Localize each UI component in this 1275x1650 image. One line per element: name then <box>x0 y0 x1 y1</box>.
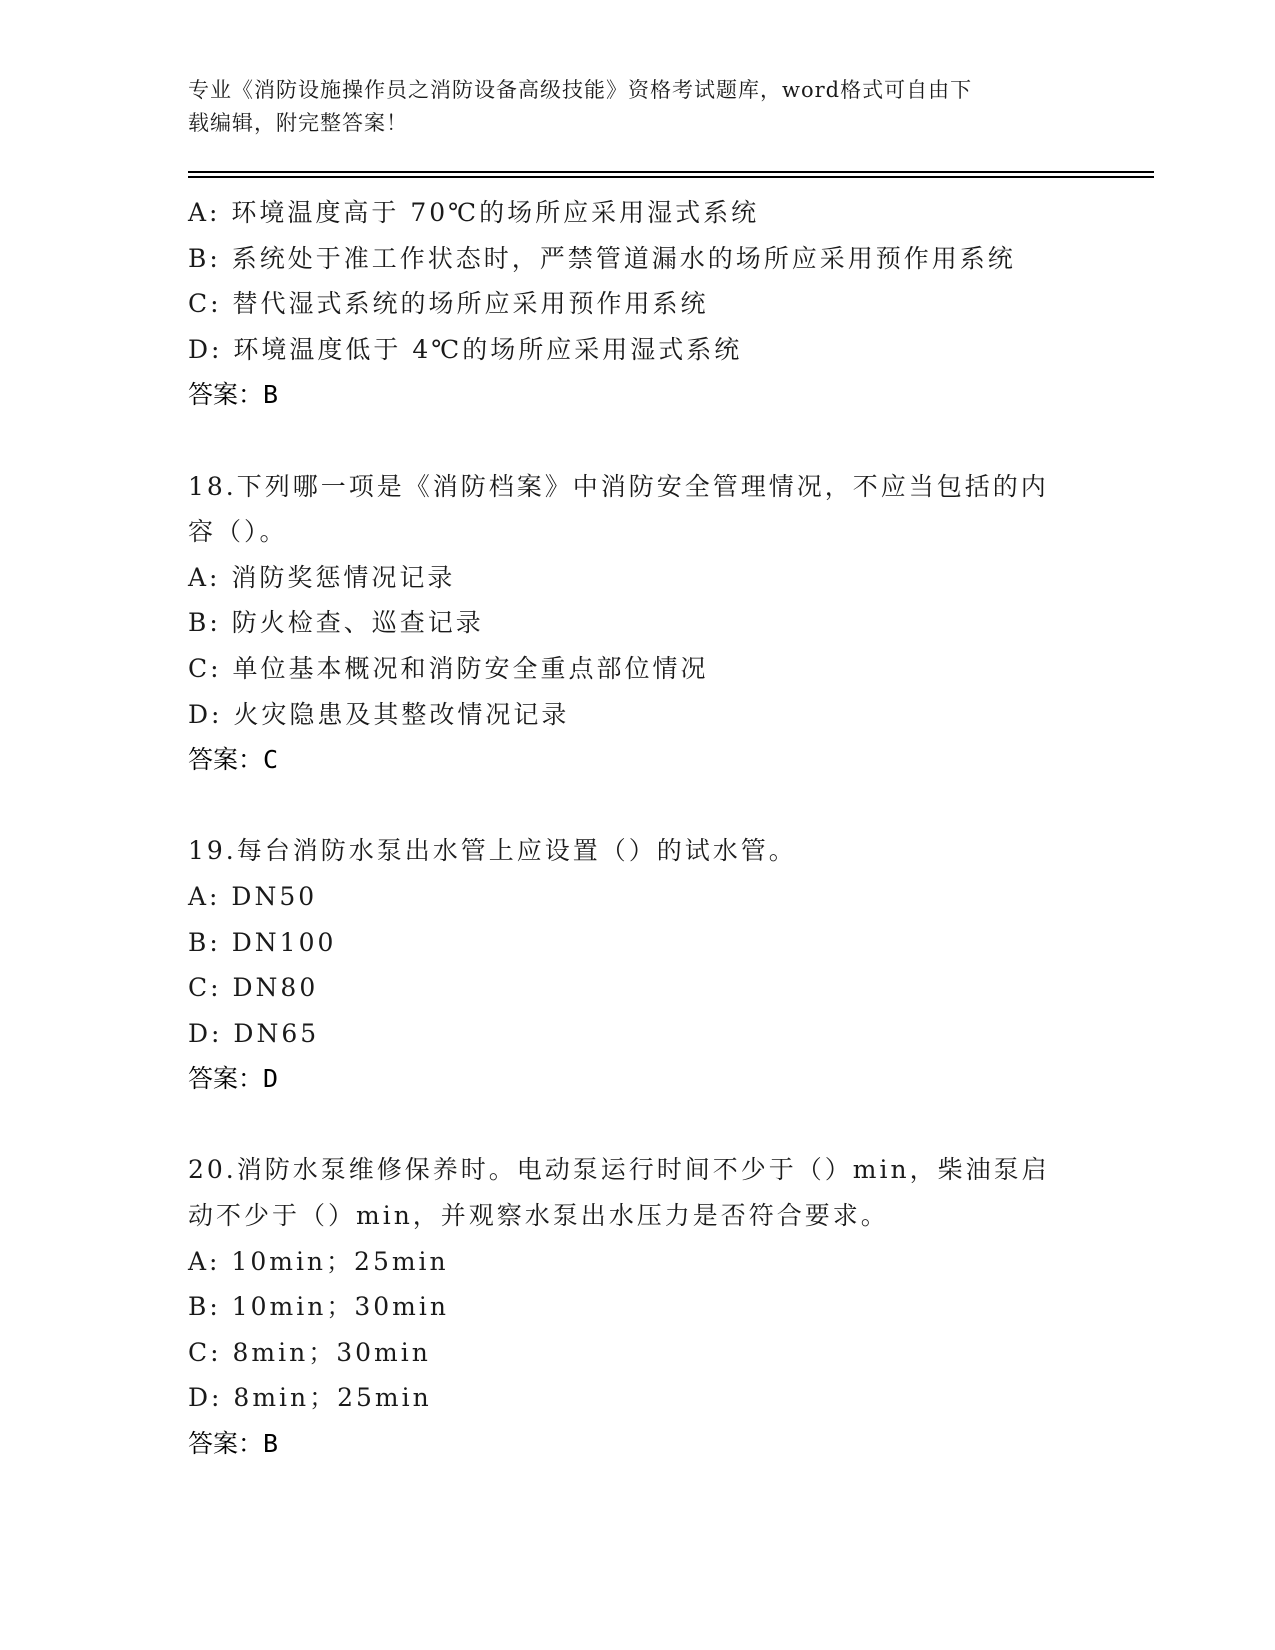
option-d: D: 环境温度低于 4℃的场所应采用湿式系统 <box>188 334 743 364</box>
option-c: C: 替代湿式系统的场所应采用预作用系统 <box>188 289 709 319</box>
question-stem-line-1: 20.消防水泵维修保养时。电动泵运行时间不少于（）min，柴油泵启 <box>188 1155 1050 1185</box>
option-c: C: 单位基本概况和消防安全重点部位情况 <box>188 653 709 683</box>
answer-line: 答案：C <box>188 745 279 775</box>
answer-line: 答案：B <box>188 380 279 410</box>
header-divider-bottom <box>188 176 1154 178</box>
option-b: B: DN100 <box>188 927 337 957</box>
spacer <box>188 418 1088 464</box>
option-c: C: 8min；30min <box>188 1337 431 1367</box>
question-18 <box>188 464 1088 783</box>
header-title-line-1: 专业《消防设施操作员之消防设备高级技能》资格考试题库，word格式可自由下 <box>188 78 973 102</box>
option-a: A: 环境温度高于 70℃的场所应采用湿式系统 <box>188 198 760 227</box>
option-d: D: 8min；25min <box>188 1383 432 1413</box>
question-list <box>188 190 1088 1467</box>
option-a: A: 10min；25min <box>188 1246 449 1276</box>
option-a: A: DN50 <box>188 881 318 911</box>
question-20 <box>188 1147 1088 1466</box>
document-header <box>188 74 1068 140</box>
answer-line: 答案：D <box>188 1064 279 1094</box>
question-stem-line-2: 容（）。 <box>188 517 288 547</box>
spacer <box>188 783 1088 829</box>
option-c: C: DN80 <box>188 973 319 1003</box>
question-17 <box>188 190 1088 418</box>
question-stem-line-2: 动不少于（）min，并观察水泵出水压力是否符合要求。 <box>188 1201 889 1231</box>
option-a: A: 消防奖惩情况记录 <box>188 562 456 592</box>
header-title-line-2: 载编辑，附完整答案！ <box>188 111 408 135</box>
header-divider-top <box>188 171 1154 173</box>
answer-line: 答案：B <box>188 1429 279 1459</box>
option-b: B: 10min；30min <box>188 1292 449 1322</box>
question-stem-line-1: 19.每台消防水泵出水管上应设置（）的试水管。 <box>188 836 797 866</box>
question-19 <box>188 828 1088 1102</box>
option-b: B: 防火检查、巡查记录 <box>188 608 484 638</box>
question-stem-line-1: 18.下列哪一项是《消防档案》中消防安全管理情况，不应当包括的内 <box>188 471 1049 501</box>
option-b: B: 系统处于准工作状态时，严禁管道漏水的场所应采用预作用系统 <box>188 243 1016 273</box>
option-d: D: 火灾隐患及其整改情况记录 <box>188 699 570 729</box>
spacer <box>188 1102 1088 1148</box>
option-d: D: DN65 <box>188 1018 320 1048</box>
